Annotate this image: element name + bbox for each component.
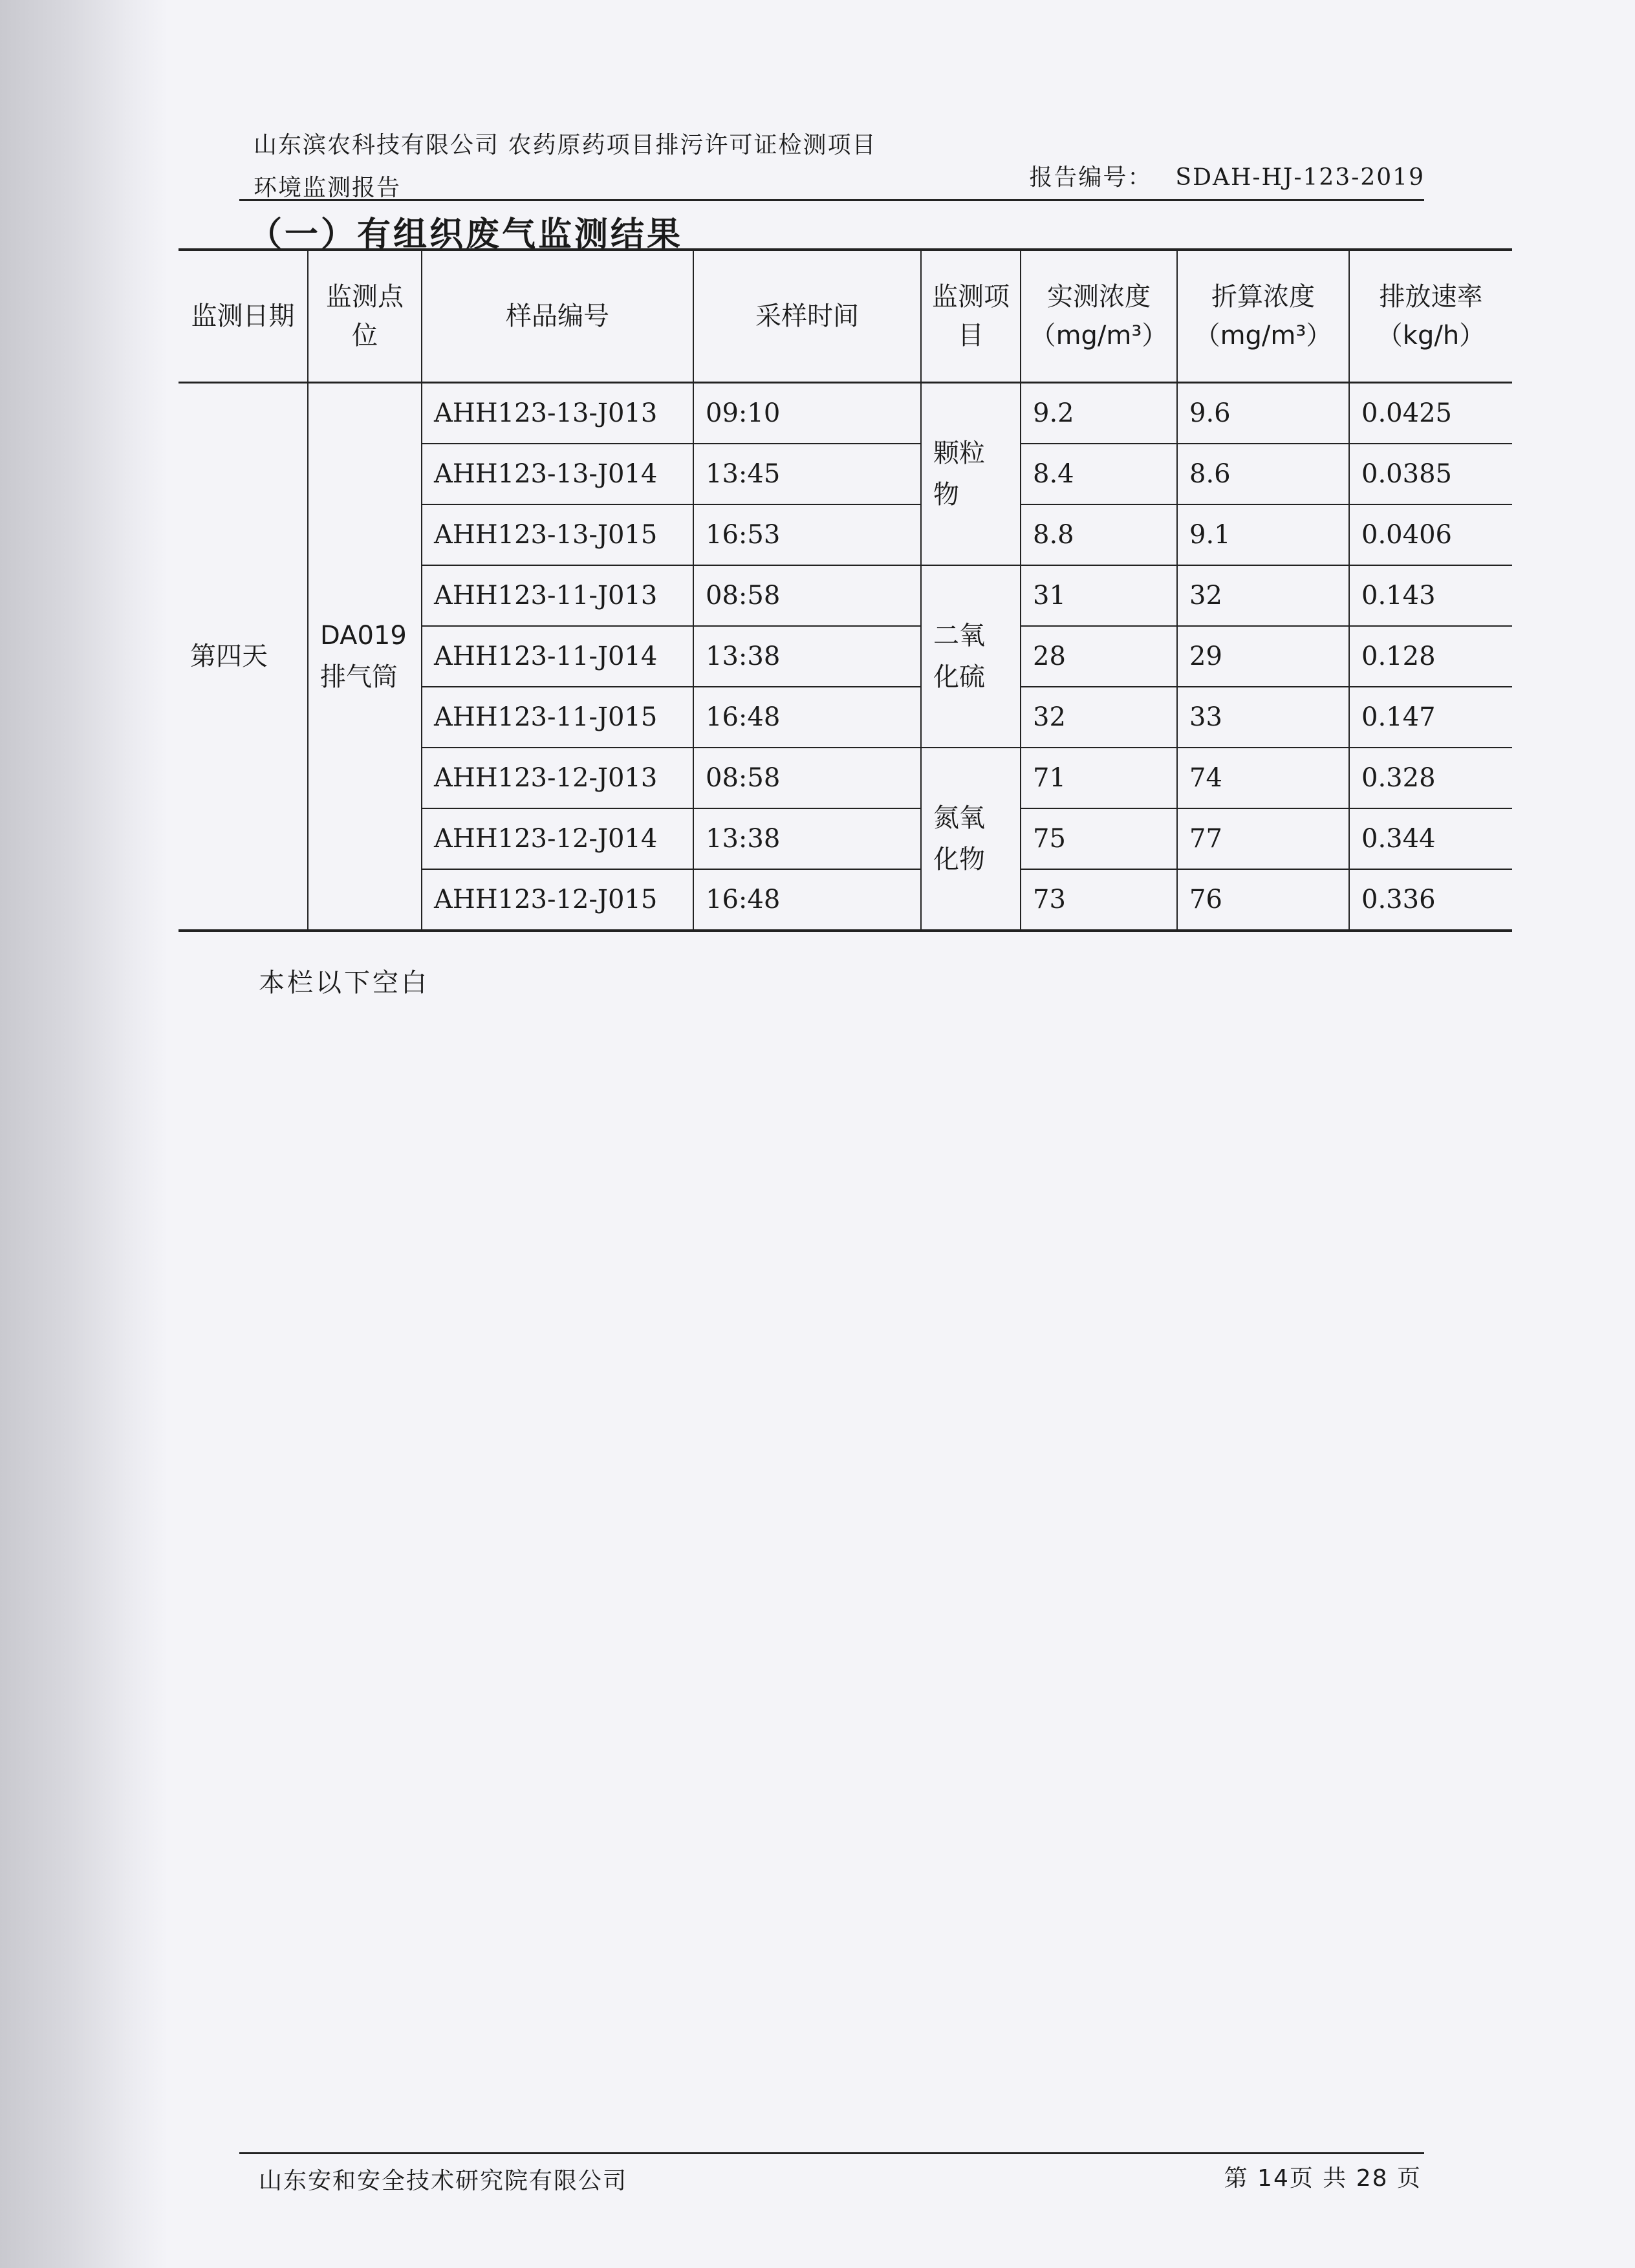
- cell-item: 氮氧化物: [921, 748, 1021, 931]
- report-number-value: SDAH-HJ-123-2019: [1175, 164, 1425, 191]
- cell-measured: 32: [1021, 687, 1177, 748]
- results-table: [179, 248, 1512, 932]
- cell-time: 09:10: [693, 383, 921, 444]
- cell-time: 13:38: [693, 626, 921, 687]
- header-item: 监测项目: [921, 250, 1021, 383]
- cell-time: 13:45: [693, 444, 921, 504]
- cell-rate: 0.344: [1349, 808, 1512, 869]
- cell-measured: 9.2: [1021, 383, 1177, 444]
- cell-rate: 0.128: [1349, 626, 1512, 687]
- cell-sample: AHH123-12-J015: [422, 869, 693, 931]
- cell-measured: 28: [1021, 626, 1177, 687]
- cell-time: 13:38: [693, 808, 921, 869]
- header-divider: [239, 199, 1424, 201]
- blank-below-note: 本栏以下空白: [259, 968, 429, 998]
- footer-divider: [239, 2152, 1424, 2154]
- cell-converted: 76: [1177, 869, 1349, 931]
- header-report-type: 环境监测报告: [254, 175, 402, 201]
- cell-sample: AHH123-12-J013: [422, 748, 693, 808]
- cell-time: 16:48: [693, 869, 921, 931]
- cell-converted: 77: [1177, 808, 1349, 869]
- cell-sample: AHH123-13-J013: [422, 383, 693, 444]
- table-header-row: [179, 250, 1512, 383]
- report-number: [1029, 159, 1425, 192]
- cell-rate: 0.0385: [1349, 444, 1512, 504]
- cell-measured: 8.8: [1021, 504, 1177, 565]
- cell-sample: AHH123-12-J014: [422, 808, 693, 869]
- cell-converted: 29: [1177, 626, 1349, 687]
- header-converted: 折算浓度 （mg/m³）: [1177, 250, 1349, 383]
- header-date: 监测日期: [179, 250, 308, 383]
- cell-date: 第四天: [179, 383, 308, 931]
- cell-sample: AHH123-13-J014: [422, 444, 693, 504]
- header-company-project: 山东滨农科技有限公司 农药原药项目排污许可证检测项目: [254, 132, 877, 158]
- cell-measured: 8.4: [1021, 444, 1177, 504]
- cell-time: 08:58: [693, 748, 921, 808]
- footer-organization: 山东安和安全技术研究院有限公司: [259, 2168, 628, 2194]
- cell-sample: AHH123-11-J013: [422, 565, 693, 626]
- cell-sample: AHH123-13-J015: [422, 504, 693, 565]
- cell-rate: 0.143: [1349, 565, 1512, 626]
- cell-sample: AHH123-11-J014: [422, 626, 693, 687]
- table-body: [179, 383, 1512, 931]
- header-rate: 排放速率 （kg/h）: [1349, 250, 1512, 383]
- cell-measured: 75: [1021, 808, 1177, 869]
- cell-sample: AHH123-11-J015: [422, 687, 693, 748]
- cell-converted: 32: [1177, 565, 1349, 626]
- cell-time: 16:53: [693, 504, 921, 565]
- cell-time: 16:48: [693, 687, 921, 748]
- section-title: （一）有组织废气监测结果: [248, 215, 684, 254]
- cell-converted: 9.6: [1177, 383, 1349, 444]
- header-sample-no: 样品编号: [422, 250, 693, 383]
- cell-item: 颗粒物: [921, 383, 1021, 566]
- cell-measured: 71: [1021, 748, 1177, 808]
- cell-item: 二氧化硫: [921, 565, 1021, 748]
- cell-converted: 33: [1177, 687, 1349, 748]
- cell-converted: 8.6: [1177, 444, 1349, 504]
- cell-converted: 74: [1177, 748, 1349, 808]
- header-point: 监测点位: [308, 250, 422, 383]
- cell-point: DA019排气筒: [308, 383, 422, 931]
- cell-rate: 0.147: [1349, 687, 1512, 748]
- header-measured: 实测浓度 （mg/m³）: [1021, 250, 1177, 383]
- table-row: [179, 383, 1512, 444]
- footer-page-number: 第 14页 共 28 页: [1224, 2165, 1422, 2192]
- results-table-wrapper: [179, 248, 1512, 932]
- cell-rate: 0.0406: [1349, 504, 1512, 565]
- cell-rate: 0.328: [1349, 748, 1512, 808]
- cell-rate: 0.336: [1349, 869, 1512, 931]
- cell-converted: 9.1: [1177, 504, 1349, 565]
- cell-measured: 31: [1021, 565, 1177, 626]
- cell-rate: 0.0425: [1349, 383, 1512, 444]
- cell-time: 08:58: [693, 565, 921, 626]
- header-time: 采样时间: [693, 250, 921, 383]
- report-number-label: 报告编号：: [1029, 164, 1153, 191]
- cell-measured: 73: [1021, 869, 1177, 931]
